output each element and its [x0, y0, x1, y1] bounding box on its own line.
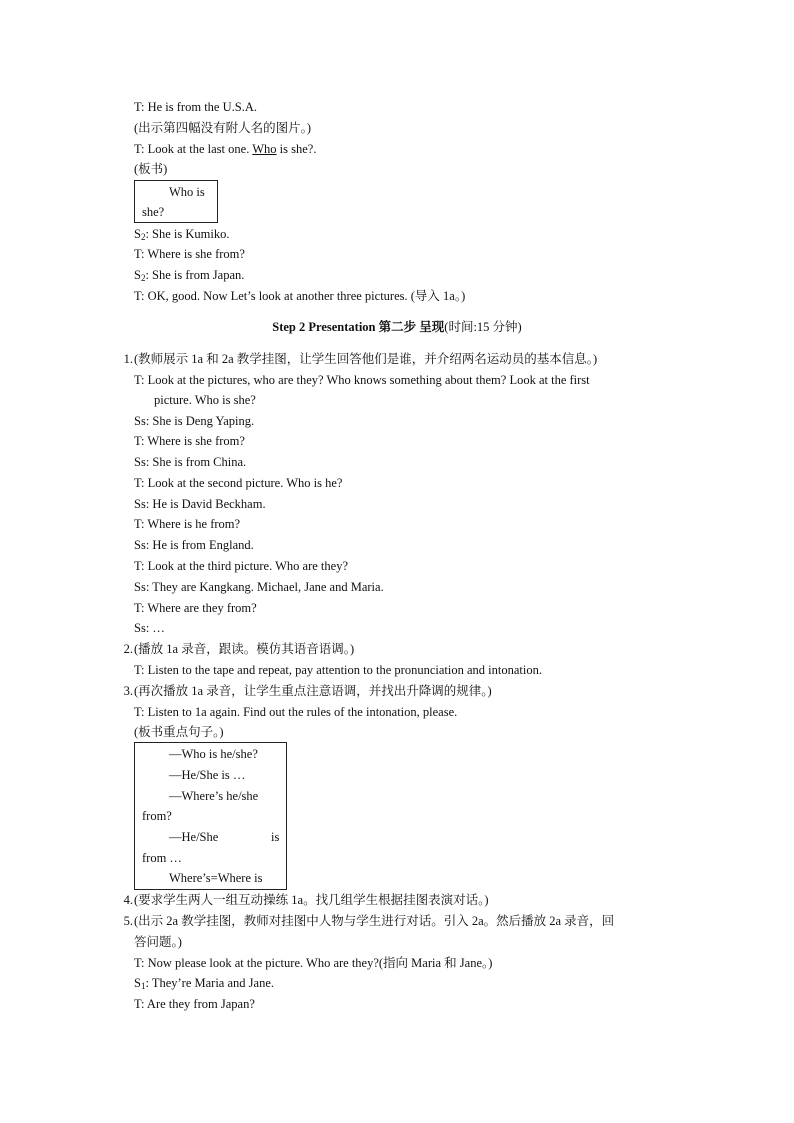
- dialogue-line: T: Listen to 1a again. Find out the rules of the intonation, please.: [134, 705, 458, 719]
- section-heading: Step 2 Presentation 第二步 呈现(时间:15 分钟): [272, 320, 522, 334]
- text-line: T: Look at the last one. Who is she?.: [134, 142, 317, 156]
- dialogue-line: T: Look at the second picture. Who is he?: [134, 476, 343, 490]
- dialogue-line: $S_1$: They’re Maria and Jane.: [134, 976, 274, 991]
- dialogue-line: T: Where is he from?: [134, 517, 241, 531]
- dialogue-line: T: Now please look at the picture. Who are they?(指向 Maria 和 Jane。): [134, 956, 493, 970]
- text-line: (板书): [134, 162, 168, 176]
- board-box: [134, 180, 218, 223]
- item-number: 5.: [123, 914, 133, 928]
- text-line: (再次播放 1a 录音，让学生重点注意语调，并找出升降调的规律。): [134, 684, 492, 698]
- item-number: 4.: [123, 893, 133, 907]
- text-line: T: OK, good. Now Let’s look at another three pictures. (导入 1a。): [134, 289, 466, 303]
- dialogue-line: Ss: She is from China.: [134, 455, 247, 469]
- dialogue-line: T: Look at the third picture. Who are they?: [134, 559, 349, 573]
- text-line: $S_2$: She is from Japan.: [134, 268, 245, 283]
- dialogue-line: T: Listen to the tape and repeat, pay attention to the pronunciation and intonation.: [134, 663, 542, 677]
- text-line: (教师展示 1a 和 2a 教学挂图，让学生回答他们是谁，并介绍两名运动员的基本信息。): [134, 352, 598, 366]
- dialogue-line: Ss: They are Kangkang. Michael, Jane and Maria.: [134, 580, 384, 594]
- text-line: (要求学生两人一组互动操练 1a。找几组学生根据挂图表演对话。): [134, 893, 489, 907]
- box-text: —He/She: [169, 830, 219, 844]
- box-text: —He/She is …: [169, 768, 246, 782]
- text-line: (播放 1a 录音，跟读。模仿其语音语调。): [134, 642, 355, 656]
- dialogue-line: T: Are they from Japan?: [134, 997, 255, 1011]
- dialogue-line: Ss: She is Deng Yaping.: [134, 414, 255, 428]
- text-line: 答问题。): [134, 935, 182, 949]
- text-line: T: He is from the U.S.A.: [134, 100, 257, 114]
- text-line: (出示第四幅没有附人名的图片。): [134, 121, 312, 135]
- text-line: T: Where is she from?: [134, 247, 245, 261]
- box-text: from?: [142, 809, 172, 823]
- dialogue-line: Ss: He is from England.: [134, 538, 254, 552]
- box-text: Where’s=Where is: [169, 871, 263, 885]
- dialogue-line: picture. Who is she?: [154, 393, 256, 407]
- box-text: from …: [142, 851, 182, 865]
- box-text: is: [271, 830, 280, 844]
- item-number: 1.: [123, 352, 133, 366]
- text-line: $S_2$: She is Kumiko.: [134, 227, 230, 242]
- dialogue-line: T: Look at the pictures, who are they? Who knows something about them? Look at the first: [134, 373, 590, 387]
- board-box: [134, 742, 287, 890]
- dialogue-line: Ss: He is David Beckham.: [134, 497, 266, 511]
- box-text: —Who is he/she?: [169, 747, 258, 761]
- box-text: —Where’s he/she: [169, 789, 259, 803]
- dialogue-line: Ss: …: [134, 621, 165, 635]
- underlined-word: Who: [252, 142, 277, 156]
- text-line: (板书重点句子。): [134, 725, 224, 739]
- box-text: Who is: [169, 185, 205, 199]
- dialogue-line: T: Where is she from?: [134, 434, 245, 448]
- item-number: 2.: [123, 642, 133, 656]
- item-number: 3.: [123, 684, 133, 698]
- dialogue-line: T: Where are they from?: [134, 601, 257, 615]
- box-text: she?: [142, 205, 165, 219]
- text-line: (出示 2a 教学挂图，教师对挂图中人物与学生进行对话。引入 2a。然后播放 2a 录音，回: [134, 914, 615, 928]
